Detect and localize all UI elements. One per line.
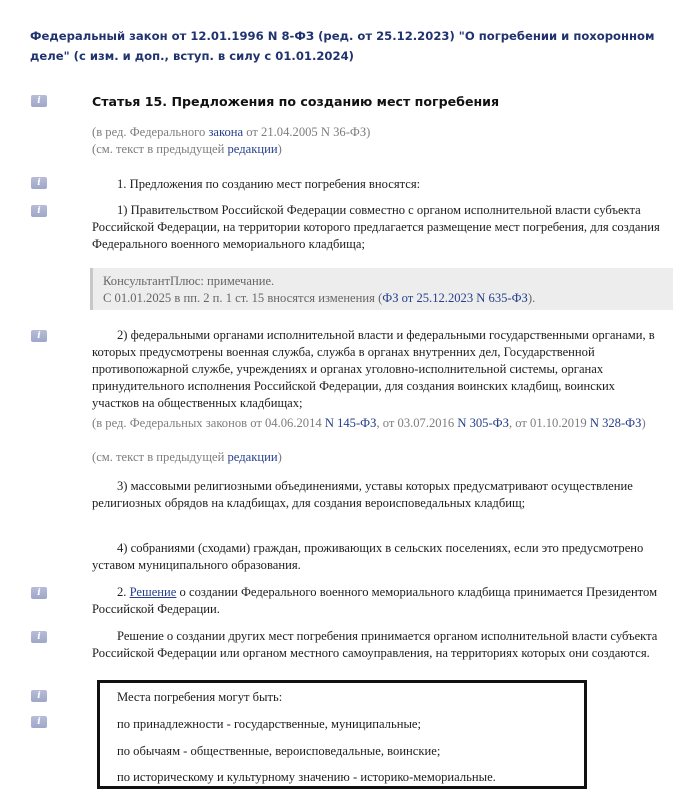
previous-edition-note: (см. текст в предыдущей редакции) <box>92 142 282 156</box>
info-icon[interactable]: i <box>31 690 47 702</box>
paragraph-1-1: 1) Правительством Российской Федерации совместно с органом исполнительной власти субъекта Российской Федерации, на территории которого предлагается размещение мест погребения, для создания Федерального военного мемориального кладбища; <box>92 203 660 251</box>
paragraph-2: 2. Решение о создании Федерального военного мемориального кладбища принимается Президентом Российской Федерации. <box>92 585 658 616</box>
note-law-link[interactable]: ФЗ от 25.12.2023 N 635-ФЗ <box>382 291 528 305</box>
box-line-1: Места погребения могут быть: <box>117 690 283 704</box>
note-text: С 01.01.2025 в пп. 2 п. 1 ст. 15 вносятся изменения (ФЗ от 25.12.2023 N 635-ФЗ). <box>103 291 536 305</box>
law-link-305[interactable]: N 305-ФЗ <box>457 416 509 430</box>
article-title: Статья 15. Предложения по созданию мест погребения <box>92 94 500 109</box>
paragraph-3: Решение о создании других мест погребения принимается органом исполнительной власти субъекта Российской Федерации или органом местного самоуправления, на территориях которых они создаются. <box>92 629 658 660</box>
box-line-3: по обычаям - общественные, вероисповедальные, воинские; <box>117 744 441 758</box>
info-icon[interactable]: i <box>31 177 47 189</box>
paragraph-1-3: 3) массовыми религиозными объединениями, уставы которых предусматривают осуществление религиозных обрядов на кладбищах, для создания вероисповедальных кладбищ; <box>92 479 633 510</box>
edition-note-2: (в ред. Федеральных законов от 04.06.2014 N 145-ФЗ, от 03.07.2016 N 305-ФЗ, от 01.10.2019 N 328-ФЗ) <box>92 416 646 430</box>
previous-edition-link-2[interactable]: редакции <box>227 450 278 464</box>
paragraph-1: 1. Предложения по созданию мест погребения вносятся: <box>117 177 421 191</box>
box-line-4: по историческому и культурному значению - историко-мемориальные. <box>117 770 496 784</box>
edition-note: (в ред. Федерального закона от 21.04.2005 N 36-ФЗ) <box>92 125 371 139</box>
info-icon[interactable]: i <box>31 205 47 217</box>
consultant-note <box>90 268 673 310</box>
previous-edition-link[interactable]: редакции <box>227 142 278 156</box>
box-line-2: по принадлежности - государственные, муниципальные; <box>117 717 421 731</box>
info-icon[interactable]: i <box>31 95 47 107</box>
info-icon[interactable]: i <box>31 716 47 728</box>
burial-places-box <box>97 680 587 789</box>
paragraph-1-4: 4) собраниями (сходами) граждан, проживающих в сельских поселениях, если это предусмотрено уставом муниципального образования. <box>92 541 644 572</box>
decision-link[interactable]: Решение <box>129 585 177 599</box>
info-icon[interactable]: i <box>31 587 47 599</box>
document-header: Федеральный закон от 12.01.1996 N 8-ФЗ (ред. от 25.12.2023) "О погребении и похоронном деле" (с изм. и доп., вступ. в силу с 01.01.2024) <box>30 29 655 63</box>
info-icon[interactable]: i <box>31 330 47 342</box>
paragraph-1-2: 2) федеральными органами исполнительной власти и федеральными государственными органами, в которых предусмотрены военная служба, служба в органах внутренних дел, Государственной противопожарной службе, учреждениях и органах уголовно-исполнительной системы, органах принудительного исполнения Российской Федерации, для создания воинских кладбищ, воинских участков на общественных кладбищах; <box>92 328 655 410</box>
note-title: КонсультантПлюс: примечание. <box>103 274 275 288</box>
law-link[interactable]: закона <box>208 125 244 139</box>
info-icon[interactable]: i <box>31 631 47 643</box>
previous-edition-note-2: (см. текст в предыдущей редакции) <box>92 450 282 464</box>
law-link-328[interactable]: N 328-ФЗ <box>589 416 642 430</box>
law-link-145[interactable]: N 145-ФЗ <box>324 416 377 430</box>
